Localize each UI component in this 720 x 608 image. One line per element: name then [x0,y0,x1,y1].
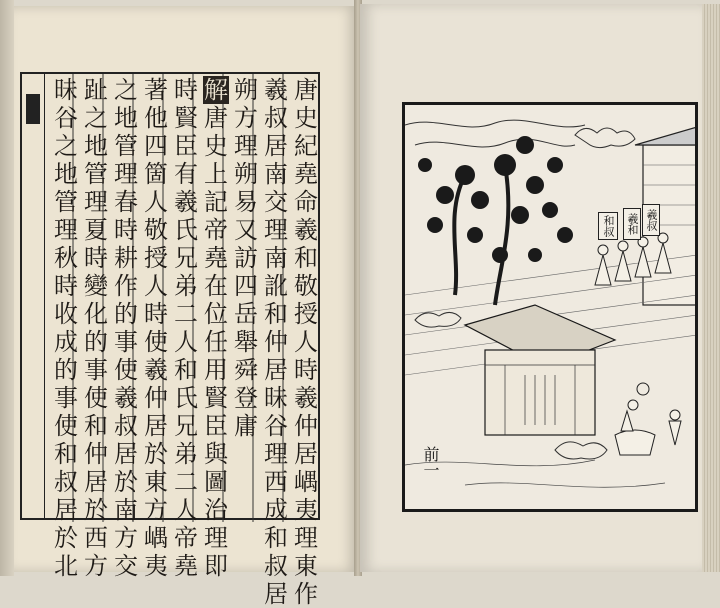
plaque-label [623,208,641,240]
text-column: 羲 叔 居 南 交 理 南 訛 和 仲 居 昧 谷 理 西 成 和 叔 居 [264,76,288,608]
text-column: 著 他 四 箇 人 敬 授 人 時 使 羲 仲 居 於 東 方 嵎 夷 [144,76,168,580]
text-column: 唐 史 紀 堯 命 羲 和 敬 授 人 時 羲 仲 居 嵎 夷 理 東 作 [294,76,318,608]
caption-text: 前一 [421,446,440,478]
book-edge-left [0,0,14,576]
text-column: 朔 方 理 朔 易 又 訪 四 岳 舉 舜 登 庸 [234,76,258,440]
text-column: 之 地 管 理 春 時 耕 作 的 事 使 羲 叔 居 於 南 方 交 [114,76,138,580]
text-column: 昧 谷 之 地 管 理 秋 時 收 成 的 事 使 和 叔 居 於 北 [54,76,78,580]
text-column: 解 唐 史 上 記 帝 堯 在 位 任 用 賢 臣 與 圖 治 理 即 [204,76,228,580]
text-column: 時 賢 臣 有 羲 氏 兄 弟 二 人 和 氏 兄 弟 二 人 帝 堯 [174,76,198,580]
book-edge-right [702,4,720,572]
plaque-label [598,212,618,240]
illustration-caption [420,446,440,478]
illustration-drawing [405,105,697,511]
plaque-text: 羲和 [626,213,639,235]
plaque-label [642,204,660,236]
woodblock-illustration [402,102,698,512]
plaque-text: 和叔 [602,215,615,237]
text-column: 趾 之 地 管 理 夏 時 變 化 的 事 使 和 仲 居 於 西 方 [84,76,108,580]
plaque-text: 羲叔 [645,209,658,231]
